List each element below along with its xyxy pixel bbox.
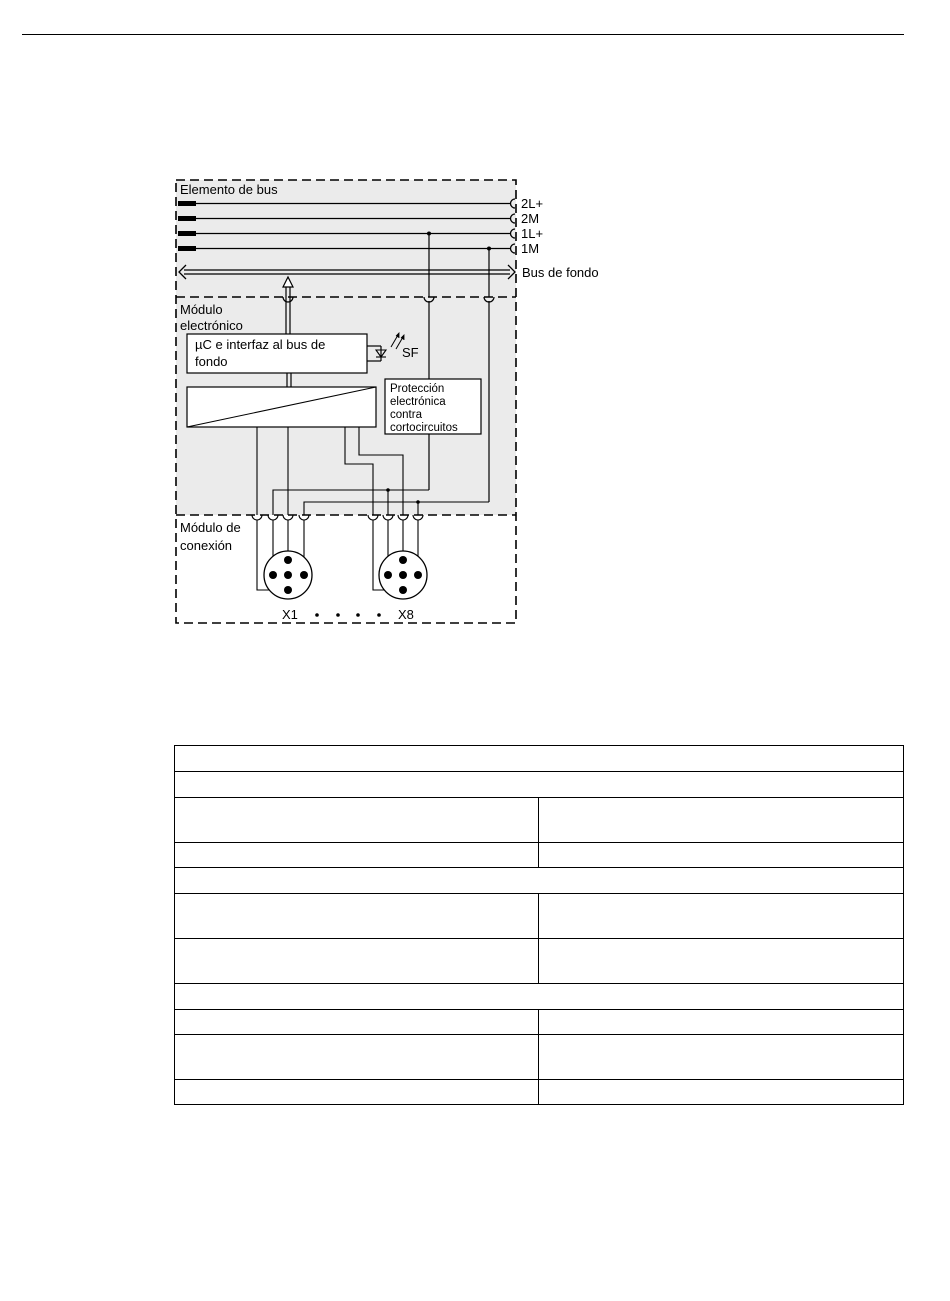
table-value-cell — [539, 1035, 904, 1080]
table-row — [175, 894, 904, 939]
table-label-cell — [175, 843, 539, 868]
table-row — [175, 1035, 904, 1080]
table-row — [175, 843, 904, 868]
table-label-cell — [175, 1010, 539, 1035]
bus-line-label-1m: 1M — [521, 241, 540, 256]
bus-element-area — [176, 180, 516, 297]
table-row — [175, 939, 904, 984]
status-led-label: SF — [402, 345, 419, 360]
electronic-module-label: electrónico — [180, 318, 243, 333]
table-section-cell — [175, 984, 904, 1010]
table-section-cell — [175, 746, 904, 772]
table-label-cell — [175, 939, 539, 984]
bus-line-stub — [178, 231, 196, 236]
table-value-cell — [539, 939, 904, 984]
connection-module-label: conexión — [180, 538, 233, 553]
table-value-cell — [539, 798, 904, 843]
table-label-cell — [175, 1035, 539, 1080]
microcontroller-label: µC e interfaz al bus de — [195, 337, 326, 352]
protection-label: contra — [390, 409, 422, 421]
connector-x1-label: X1 — [282, 607, 298, 622]
table-row — [175, 984, 904, 1010]
connector-x8-icon — [379, 551, 427, 599]
table-row — [175, 798, 904, 843]
table-row — [175, 746, 904, 772]
connector-x1-icon — [264, 551, 312, 599]
electronic-module-label: Módulo — [180, 302, 223, 317]
spec-table-body — [175, 746, 904, 1105]
backplane-bus-label: Bus de fondo — [522, 265, 599, 280]
protection-label: Protección — [390, 383, 445, 395]
table-row — [175, 772, 904, 798]
table-label-cell — [175, 894, 539, 939]
connection-module-label: Módulo de — [180, 520, 241, 535]
ellipsis-dots — [315, 613, 381, 617]
table-value-cell — [539, 1010, 904, 1035]
microcontroller-label: fondo — [195, 354, 228, 369]
table-section-cell — [175, 868, 904, 894]
table-label-cell — [175, 1080, 539, 1105]
protection-label: cortocircuitos — [390, 422, 458, 434]
table-value-cell — [539, 843, 904, 868]
protection-label: electrónica — [390, 396, 446, 408]
bus-element-label: Elemento de bus — [180, 182, 278, 197]
table-value-cell — [539, 1080, 904, 1105]
connector-x8-label: X8 — [398, 607, 414, 622]
bus-line-label-2l: 2L+ — [521, 196, 544, 211]
table-row — [175, 1010, 904, 1035]
table-label-cell — [175, 798, 539, 843]
table-value-cell — [539, 894, 904, 939]
bus-line-label-2m: 2M — [521, 211, 540, 226]
table-row — [175, 868, 904, 894]
bus-line-stub — [178, 216, 196, 221]
bus-line-stub — [178, 246, 196, 251]
table-row — [175, 1080, 904, 1105]
table-section-cell — [175, 772, 904, 798]
bus-line-stub — [178, 201, 196, 206]
bus-line-label-1l: 1L+ — [521, 226, 544, 241]
spec-table — [174, 745, 904, 1105]
